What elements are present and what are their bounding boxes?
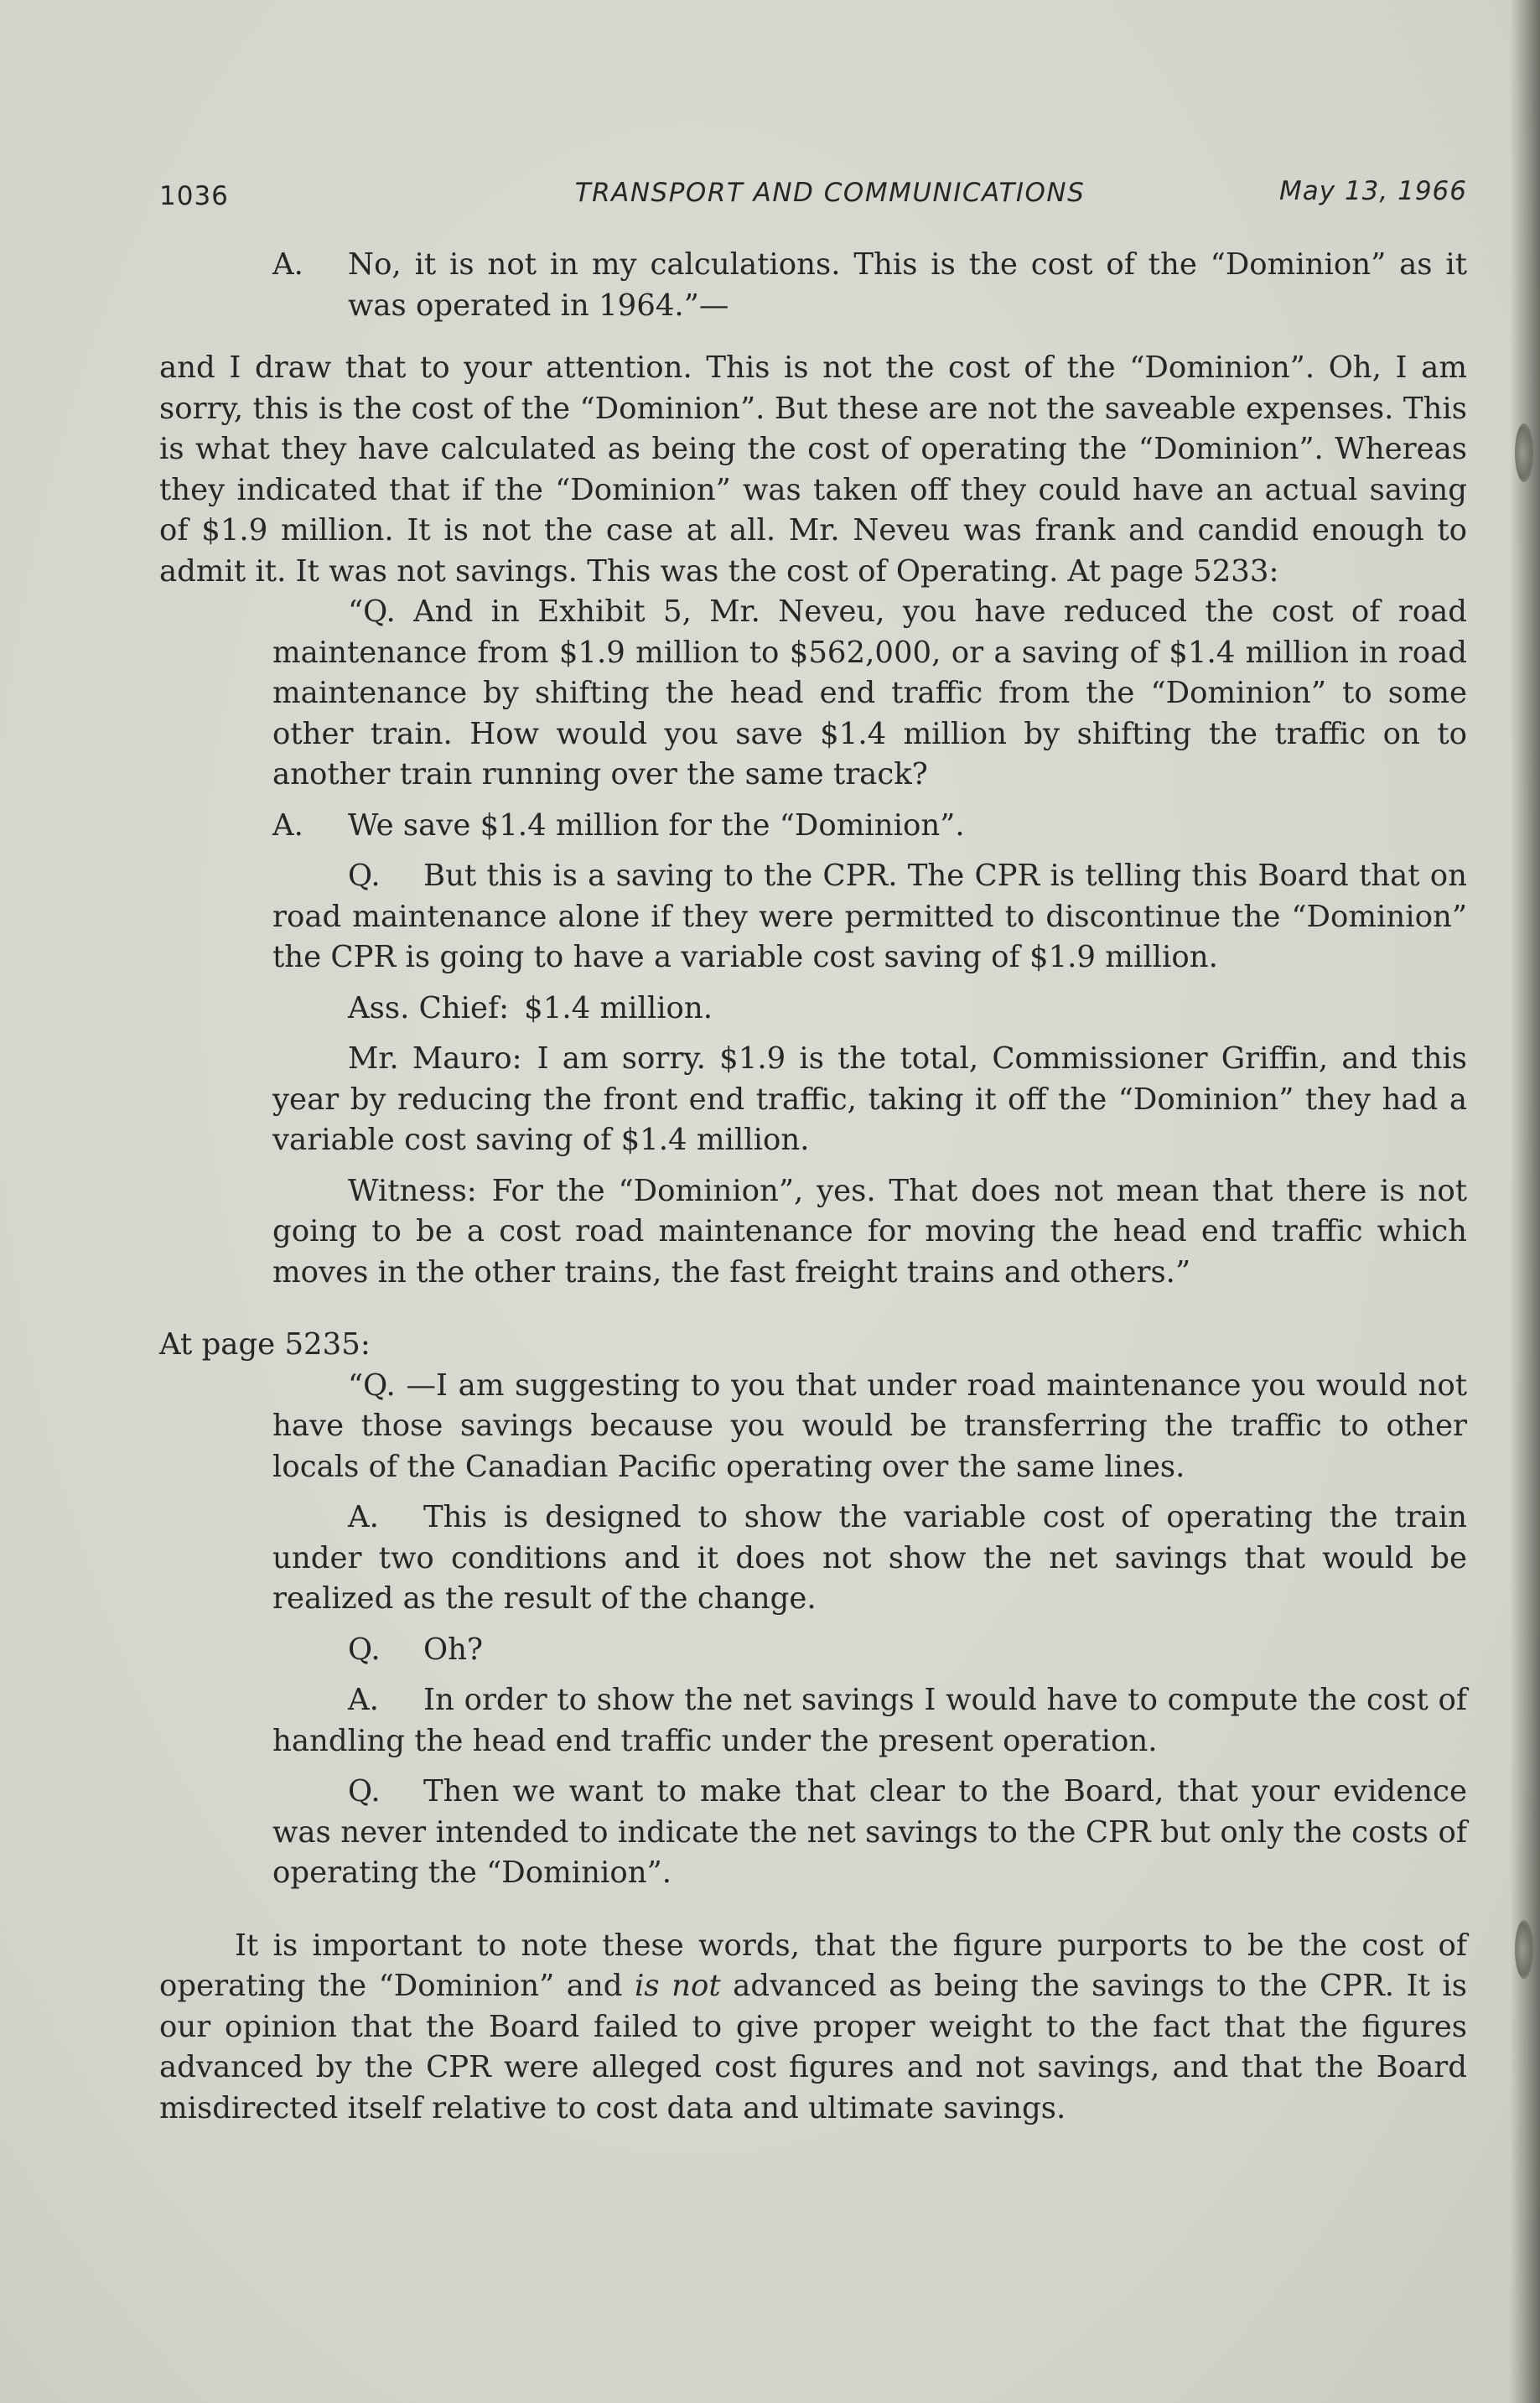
qa-label: Q.	[348, 859, 381, 893]
speaker-label: Witness:	[348, 1173, 477, 1208]
paragraph-text: “Q. —I am suggesting to you that under road maintenance you would not have those savings because you would be transferring the traffic to other locals of the Canadian Pacific operating over the same lines.	[272, 1368, 1467, 1484]
running-title: TRANSPORT AND COMMUNICATIONS	[574, 178, 1086, 208]
paragraph-text: No, it is not in my calculations. This is the cost of the “Dominion” as it was operated in 1964.”—	[348, 247, 1467, 323]
paragraph-text: I am sorry. $1.9 is the total, Commissioner Griffin, and this year by reducing the front end traffic, taking it off the “Dominion” they had a variable cost saving of $1.4 million.	[272, 1041, 1468, 1157]
page-reference	[159, 1325, 1467, 1366]
qa-label: A.	[348, 1683, 379, 1717]
paragraph-text: Then we want to make that clear to the Board, that your evidence was never intended to indicate the net savings to the CPR but only the costs of operating the “Dominion”.	[272, 1774, 1467, 1890]
answer-paragraph	[159, 1497, 1467, 1620]
speaker-paragraph	[159, 989, 1467, 1030]
header-date: May 13, 1966	[1279, 176, 1467, 206]
qa-label: Q.	[348, 1774, 381, 1809]
question-paragraph	[159, 1630, 1467, 1671]
paragraph-text: advanced as being the savings to the CPR. It is our opinion that the Board failed to give proper weight to the fact that the figures advanced by the CPR were alleged cost figures and not savings, and that the Board misdirected itself relative to cost data and ultimate savings.	[159, 1969, 1467, 2125]
paragraph-text: At page 5235:	[159, 1327, 371, 1362]
paragraph-text: We save $1.4 million for the “Dominion”.	[348, 807, 965, 843]
conclusion-paragraph	[159, 1926, 1467, 2130]
quote-paragraph	[159, 1366, 1467, 1488]
body-paragraph	[159, 348, 1467, 592]
speaker-label: Mr. Mauro:	[348, 1041, 522, 1076]
speaker-paragraph	[159, 1171, 1467, 1294]
page-number: 1036	[159, 181, 229, 211]
answer-paragraph	[159, 806, 1467, 847]
qa-label: A.	[348, 1500, 379, 1534]
question-paragraph	[159, 856, 1467, 978]
paragraph-text: But this is a saving to the CPR. The CPR is telling this Board that on road maintenance alone if they were permitted to discontinue the “Dominion” the CPR is going to have a variable cost saving of $1.9 million.	[272, 859, 1467, 974]
binding-shadow	[1510, 0, 1540, 2403]
paragraph-text: It is important to note these words, that the figure purports to be the cost of operating the “Dominion” and	[159, 1928, 1467, 2003]
qa-label: Q.	[348, 1632, 381, 1667]
paragraph-text: Oh?	[423, 1632, 483, 1667]
paragraph-text: In order to show the net savings I would have to compute the cost of handling the head end traffic under the present operation.	[272, 1683, 1467, 1758]
speaker-label: Ass. Chief:	[348, 990, 510, 1025]
emphasis-text: is not	[635, 1969, 721, 2003]
paragraph-text: For the “Dominion”, yes. That does not mean that there is not going to be a cost road maintenance for moving the head end traffic which moves in the other trains, the fast freight trains and others.”	[272, 1173, 1467, 1290]
qa-label: A.	[272, 247, 303, 282]
binding-tab-mark	[1515, 1920, 1533, 1979]
page-header	[159, 176, 1467, 213]
page-body	[159, 245, 1467, 2129]
question-paragraph	[159, 1772, 1467, 1894]
qa-label: A.	[272, 807, 303, 843]
quote-paragraph	[159, 592, 1467, 796]
paragraph-text: This is designed to show the variable cost of operating the train under two conditions and it does not show the net savings that would be realized as the result of the change.	[272, 1500, 1467, 1616]
answer-paragraph	[159, 1680, 1467, 1762]
paragraph-text: $1.4 million.	[524, 990, 713, 1025]
speaker-paragraph	[159, 1039, 1467, 1161]
binding-tab-mark	[1515, 423, 1533, 482]
paragraph-text: “Q. And in Exhibit 5, Mr. Neveu, you have reduced the cost of road maintenance from $1.9 million to $562,000, or a saving of $1.4 million in road maintenance by shifting the head end traffic from the “Dominion” to some other train. How would you save $1.4 million by shifting the traffic on to another train running over the same track?	[272, 594, 1467, 791]
paragraph-text: and I draw that to your attention. This is not the cost of the “Dominion”. Oh, I am sorry, this is the cost of the “Dominion”. But these are not the saveable expenses. This is what they have calculated as being the cost of operating the “Dominion”. Whereas they indicated that if the “Dominion” was taken off they could have an actual saving of $1.9 million. It is not the case at all. Mr. Neveu was frank and candid enough to admit it. It was not savings. This was the cost of Operating. At page 5233:	[159, 350, 1467, 589]
answer-paragraph	[159, 245, 1467, 326]
